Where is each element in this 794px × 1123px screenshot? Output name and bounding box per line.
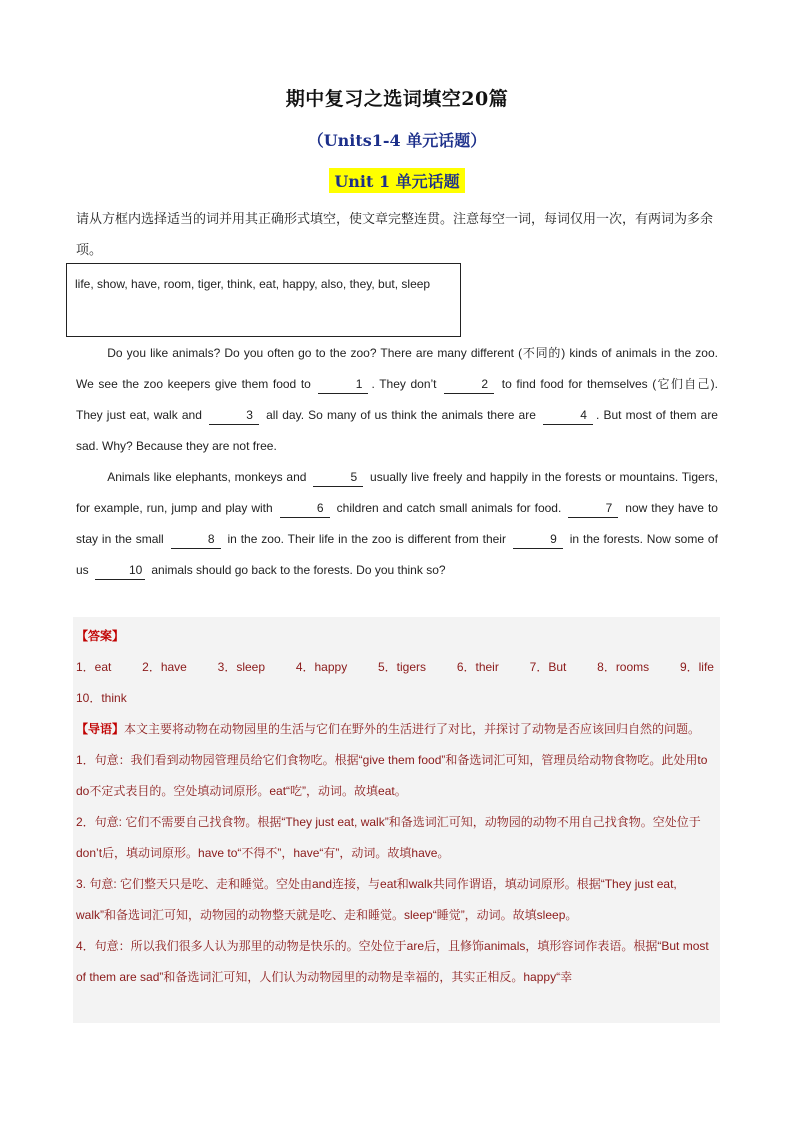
passage <box>76 338 718 586</box>
answer-item: 4．happy <box>295 660 348 674</box>
blank-8: 8 <box>171 531 221 549</box>
answer-list <box>76 652 720 683</box>
blank-4: 4 <box>543 407 593 425</box>
blank-3: 3 <box>209 407 259 425</box>
passage-text: Do you like animals? Do you often go to the zoo? There are many different (不同的) kinds of animals in the zoo. We see the zoo keepers give them food to <box>76 346 718 391</box>
blank-6: 6 <box>280 500 330 518</box>
passage-text: . They don’t <box>371 377 437 391</box>
instructions: 请从方框内选择适当的词并用其正确形式填空，使文章完整连贯。注意每空一词，每词仅用一次，有两词为多余项。 <box>76 212 714 258</box>
blank-10: 10 <box>95 562 145 580</box>
answer-item: 6．their <box>456 660 499 674</box>
answer-item: 2．have <box>142 660 187 674</box>
explanation-2: 2．句意: 它们不需要自己找食物。根据“They just eat, walk”和备选词汇可知，动物园的动物不用自己找食物。空处位于don’t后，填动词原形。have to“不得不”，have“有”，动词。故填have。 <box>76 815 701 860</box>
guide-section <box>76 714 720 745</box>
answer-item: 1．eat <box>76 660 112 674</box>
passage-text: . But most of them are sad. Why? Because they are not free. <box>76 408 718 453</box>
passage-text: now they have to stay in the small <box>76 501 718 546</box>
explanation-3: 3. 句意: 它们整天只是吃、走和睡觉。空处由and连接，与eat和walk共同作谓语，填动词原形。根据“They just eat, walk”和备选词汇可知，动物园的动物整天就是吃、走和睡觉。sleep“睡觉”，动词。故填sleep。 <box>76 877 677 922</box>
document-subtitle: （Units1-4 单元话题） <box>307 131 487 150</box>
answer-item: 9．life <box>679 660 714 674</box>
blank-5: 5 <box>313 469 363 487</box>
answer-panel <box>73 617 720 1023</box>
document-title: 期中复习之选词填空20篇 <box>285 88 509 110</box>
passage-paragraph-1 <box>76 338 718 462</box>
answer-item: 8．rooms <box>597 660 650 674</box>
passage-text: children and catch small animals for food. <box>336 501 562 515</box>
blank-1: 1 <box>318 376 368 394</box>
unit-heading: Unit 1 单元话题 <box>329 168 464 193</box>
guide-label: 【导语】 <box>76 722 125 736</box>
unit-heading-wrapper <box>0 168 794 193</box>
passage-text: in the zoo. Their life in the zoo is different from their <box>227 532 506 546</box>
word-bank-box: life, show, have, room, tiger, think, eat, happy, also, they, but, sleep <box>66 263 461 337</box>
passage-text: animals should go back to the forests. Do you think so? <box>151 563 446 577</box>
explanation-1: 1．句意：我们看到动物园管理员给它们食物吃。根据“give them food”和备选词汇可知，管理员给动物食物吃。此处用to do不定式表目的。空处填动词原形。eat“吃”，动词。故填eat。 <box>76 753 708 798</box>
blank-9: 9 <box>513 531 563 549</box>
passage-text: Animals like elephants, monkeys and <box>107 470 307 484</box>
answer-label: 【答案】 <box>76 629 125 643</box>
answer-item: 3．sleep <box>217 660 266 674</box>
blank-2: 2 <box>444 376 494 394</box>
answer-item: 5．tigers <box>378 660 427 674</box>
explanation-4: 4．句意：所以我们很多人认为那里的动物是快乐的。空处位于are后，且修饰animals，填形容词作表语。根据“But most of them are sad”和备选词汇可知，人们认为动物园里的动物是幸福的，其实正相反。happy“幸 <box>76 939 709 984</box>
passage-text: to find food for themselves (它们自己). They just eat, walk and <box>76 377 719 422</box>
guide-text: 本文主要将动物在动物园里的生活与它们在野外的生活进行了对比，并探讨了动物是否应该回归自然的问题。 <box>124 722 701 736</box>
passage-text: in the forests. Now some of us <box>76 532 718 577</box>
passage-paragraph-2 <box>76 462 718 586</box>
answer-item: 7．But <box>529 660 567 674</box>
passage-text: usually live freely and happily in the forests or mountains. Tigers, for example, run, jump and play with <box>76 470 719 515</box>
answer-item-last: 10．think <box>76 691 127 705</box>
passage-text: all day. So many of us think the animals there are <box>266 408 536 422</box>
blank-7: 7 <box>568 500 618 518</box>
